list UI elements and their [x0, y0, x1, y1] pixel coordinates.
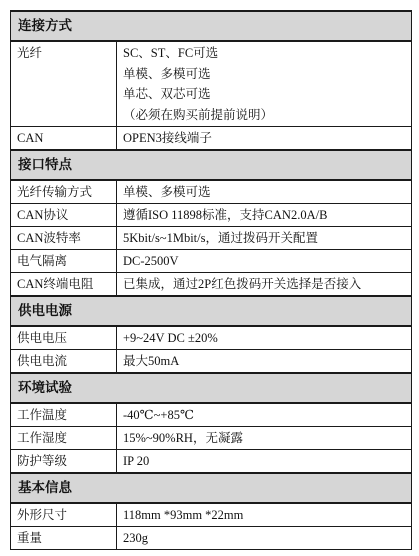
spec-row-fiber-mode — [11, 180, 412, 204]
spec-value: 15%~90%RH，无凝露 — [117, 427, 412, 450]
spec-value-line: 单芯、双芯可选 — [123, 87, 211, 101]
spec-row-voltage — [11, 326, 412, 350]
section-header-connection — [11, 11, 412, 41]
spec-value: 118mm *93mm *22mm — [117, 503, 412, 527]
spec-key: CAN波特率 — [11, 227, 117, 250]
section-header-environment — [11, 373, 412, 403]
section-header-interface — [11, 150, 412, 180]
spec-value-line: SC、ST、FC可选 — [123, 46, 219, 60]
spec-value: 5Kbit/s~1Mbit/s，通过拨码开关配置 — [117, 227, 412, 250]
spec-key: 外形尺寸 — [11, 503, 117, 527]
spec-value — [117, 41, 412, 127]
spec-value-line: （必须在购买前提前说明） — [123, 107, 274, 122]
spec-row-termination — [11, 273, 412, 297]
spec-value: -40℃~+85℃ — [117, 403, 412, 427]
spec-key: 供电电流 — [11, 350, 117, 374]
section-title: 环境试验 — [11, 373, 412, 403]
spec-key: 供电电压 — [11, 326, 117, 350]
spec-row-dimensions — [11, 503, 412, 527]
spec-key: 工作湿度 — [11, 427, 117, 450]
spec-key: 防护等级 — [11, 450, 117, 474]
section-header-basic-info — [11, 473, 412, 503]
spec-key: 电气隔离 — [11, 250, 117, 273]
spec-row-fiber — [11, 41, 412, 127]
spec-value: 最大50mA — [117, 350, 412, 374]
spec-row-humidity — [11, 427, 412, 450]
spec-key: 光纤 — [11, 41, 117, 127]
spec-row-can — [11, 127, 412, 151]
spec-table — [10, 10, 412, 550]
spec-value-line: 单模、多模可选 — [123, 66, 211, 81]
spec-value: OPEN3接线端子 — [117, 127, 412, 151]
spec-value: 已集成，通过2P红色拨码开关选择是否接入 — [117, 273, 412, 297]
spec-key: CAN — [11, 127, 117, 151]
spec-key: CAN终端电阻 — [11, 273, 117, 297]
spec-key: 工作温度 — [11, 403, 117, 427]
spec-value: +9~24V DC ±20% — [117, 326, 412, 350]
spec-value: 230g — [117, 527, 412, 550]
spec-row-weight — [11, 527, 412, 550]
spec-row-protection — [11, 450, 412, 474]
spec-value: IP 20 — [117, 450, 412, 474]
spec-value: DC-2500V — [117, 250, 412, 273]
spec-value: 遵循ISO 11898标准，支持CAN2.0A/B — [117, 204, 412, 227]
spec-row-can-baudrate — [11, 227, 412, 250]
spec-value: 单模、多模可选 — [117, 180, 412, 204]
spec-key: 重量 — [11, 527, 117, 550]
spec-row-temperature — [11, 403, 412, 427]
spec-row-can-protocol — [11, 204, 412, 227]
section-title: 连接方式 — [11, 11, 412, 41]
spec-row-current — [11, 350, 412, 374]
section-header-power — [11, 296, 412, 326]
section-title: 供电电源 — [11, 296, 412, 326]
section-title: 基本信息 — [11, 473, 412, 503]
spec-row-isolation — [11, 250, 412, 273]
spec-key: CAN协议 — [11, 204, 117, 227]
spec-key: 光纤传输方式 — [11, 180, 117, 204]
section-title: 接口特点 — [11, 150, 412, 180]
